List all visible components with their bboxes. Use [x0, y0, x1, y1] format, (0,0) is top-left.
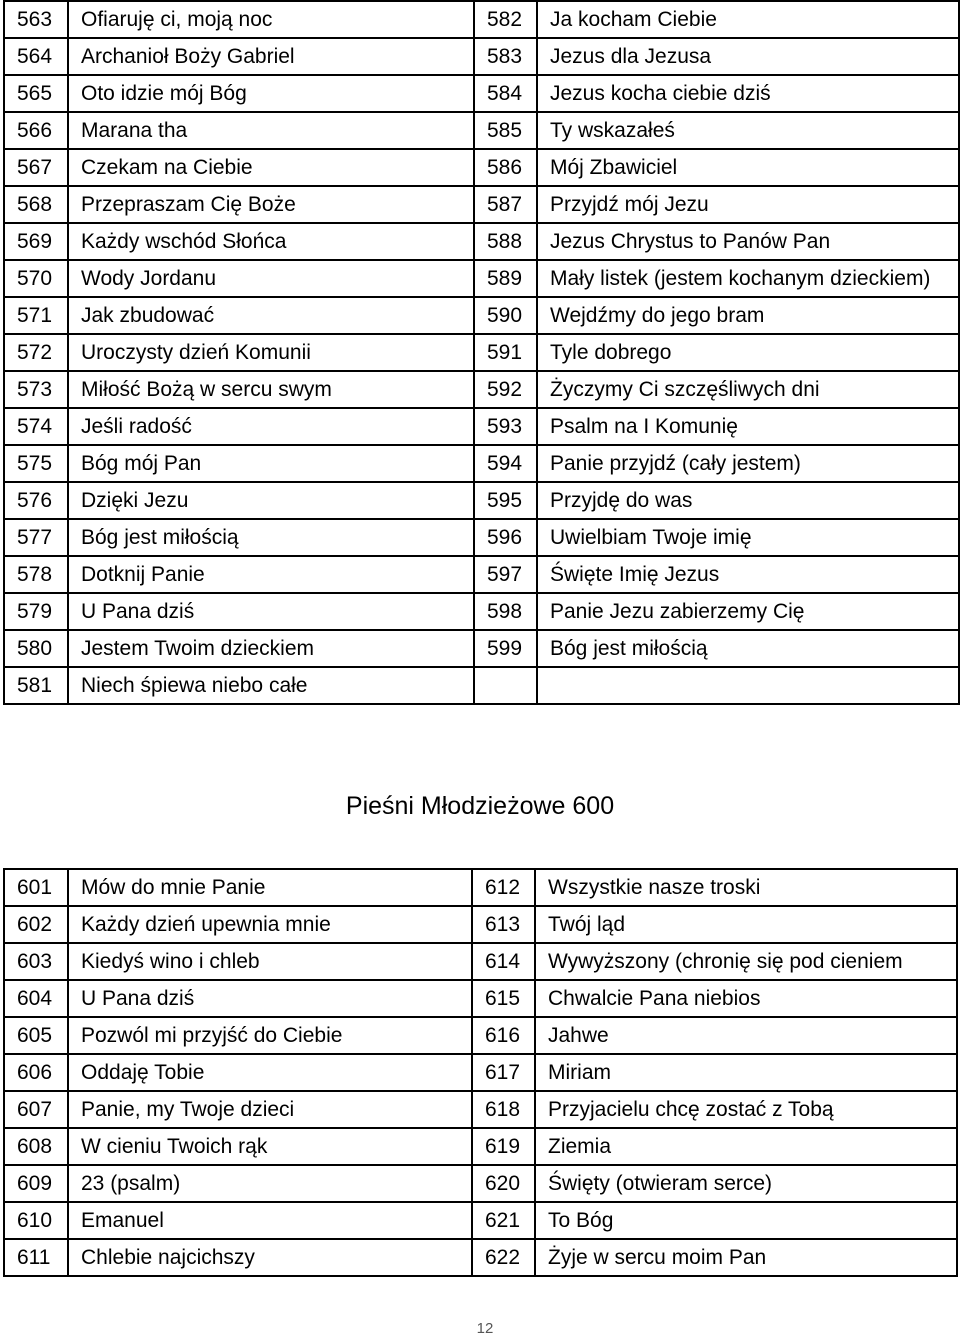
song-number: 604 [4, 980, 68, 1017]
song-number: 595 [474, 482, 537, 519]
song-number: 593 [474, 408, 537, 445]
song-title: Przepraszam Cię Boże [68, 186, 474, 223]
song-title: Mały listek (jestem kochanym dzieckiem) [537, 260, 959, 297]
table-row [4, 943, 957, 980]
song-number: 582 [474, 1, 537, 38]
song-title: Święte Imię Jezus [537, 556, 959, 593]
table-row [4, 445, 959, 482]
song-title: Bóg jest miłością [537, 630, 959, 667]
table-row [4, 297, 959, 334]
song-title: Jestem Twoim dzieckiem [68, 630, 474, 667]
song-table-600s [3, 868, 958, 1277]
song-number: 573 [4, 371, 68, 408]
song-number: 618 [472, 1091, 535, 1128]
song-title: U Pana dziś [68, 980, 472, 1017]
song-number: 591 [474, 334, 537, 371]
song-number: 612 [472, 869, 535, 906]
section-title: Pieśni Młodzieżowe 600 [345, 792, 615, 820]
song-number: 592 [474, 371, 537, 408]
table-row [4, 371, 959, 408]
song-title: To Bóg [535, 1202, 957, 1239]
table-row [4, 519, 959, 556]
song-title: Oddaję Tobie [68, 1054, 472, 1091]
table-row [4, 906, 957, 943]
song-title: Miriam [535, 1054, 957, 1091]
song-title: Panie Jezu zabierzemy Cię [537, 593, 959, 630]
song-number: 619 [472, 1128, 535, 1165]
song-table-500s [3, 0, 960, 705]
song-title: Przyjdę do was [537, 482, 959, 519]
song-title: Każdy dzień upewnia mnie [68, 906, 472, 943]
song-number: 572 [4, 334, 68, 371]
table-row [4, 112, 959, 149]
song-number: 622 [472, 1239, 535, 1276]
song-title: Wody Jordanu [68, 260, 474, 297]
song-number: 614 [472, 943, 535, 980]
table-row [4, 1239, 957, 1276]
song-title [537, 667, 959, 704]
song-title: Oto idzie mój Bóg [68, 75, 474, 112]
song-title: Jeśli radość [68, 408, 474, 445]
song-title: Mój Zbawiciel [537, 149, 959, 186]
song-number: 583 [474, 38, 537, 75]
song-number: 594 [474, 445, 537, 482]
table-row [4, 980, 957, 1017]
song-title: Bóg jest miłością [68, 519, 474, 556]
song-number: 596 [474, 519, 537, 556]
song-number: 621 [472, 1202, 535, 1239]
song-number: 579 [4, 593, 68, 630]
song-number: 605 [4, 1017, 68, 1054]
table-row [4, 593, 959, 630]
song-number: 607 [4, 1091, 68, 1128]
song-number: 574 [4, 408, 68, 445]
song-title: Wszystkie nasze troski [535, 869, 957, 906]
song-title: Chwalcie Pana niebios [535, 980, 957, 1017]
song-number: 587 [474, 186, 537, 223]
song-title: Jezus Chrystus to Panów Pan [537, 223, 959, 260]
song-title: Kiedyś wino i chleb [68, 943, 472, 980]
song-title: Dzięki Jezu [68, 482, 474, 519]
table-row [4, 482, 959, 519]
song-title: Bóg mój Pan [68, 445, 474, 482]
table-row [4, 667, 959, 704]
table-row [4, 630, 959, 667]
song-title: Uroczysty dzień Komunii [68, 334, 474, 371]
song-number: 609 [4, 1165, 68, 1202]
song-title: Twój ląd [535, 906, 957, 943]
song-number: 613 [472, 906, 535, 943]
song-number: 601 [4, 869, 68, 906]
song-number: 570 [4, 260, 68, 297]
song-title: Święty (otwieram serce) [535, 1165, 957, 1202]
table-row [4, 149, 959, 186]
song-title: Przyjdź mój Jezu [537, 186, 959, 223]
table-row [4, 186, 959, 223]
song-number: 585 [474, 112, 537, 149]
song-number: 577 [4, 519, 68, 556]
song-number: 571 [4, 297, 68, 334]
table-row [4, 223, 959, 260]
table-row [4, 1202, 957, 1239]
song-title: Chlebie najcichszy [68, 1239, 472, 1276]
song-number: 567 [4, 149, 68, 186]
song-number: 584 [474, 75, 537, 112]
song-title: Jezus kocha ciebie dziś [537, 75, 959, 112]
table-row [4, 1128, 957, 1165]
song-number: 581 [4, 667, 68, 704]
song-number: 568 [4, 186, 68, 223]
song-number: 565 [4, 75, 68, 112]
song-number: 589 [474, 260, 537, 297]
song-title: 23 (psalm) [68, 1165, 472, 1202]
song-title: Ziemia [535, 1128, 957, 1165]
song-title: Archanioł Boży Gabriel [68, 38, 474, 75]
song-number: 588 [474, 223, 537, 260]
table-row [4, 408, 959, 445]
song-title: Wejdźmy do jego bram [537, 297, 959, 334]
table-row [4, 556, 959, 593]
song-title: Uwielbiam Twoje imię [537, 519, 959, 556]
song-number [474, 667, 537, 704]
song-title: Dotknij Panie [68, 556, 474, 593]
song-number: 610 [4, 1202, 68, 1239]
table-row [4, 1054, 957, 1091]
song-title: Każdy wschód Słońca [68, 223, 474, 260]
song-number: 578 [4, 556, 68, 593]
table-row [4, 1017, 957, 1054]
song-title: U Pana dziś [68, 593, 474, 630]
table-row [4, 1091, 957, 1128]
song-title: Czekam na Ciebie [68, 149, 474, 186]
song-number: 576 [4, 482, 68, 519]
song-title: Żyje w sercu moim Pan [535, 1239, 957, 1276]
table-row [4, 1165, 957, 1202]
song-title: Ja kocham Ciebie [537, 1, 959, 38]
song-number: 569 [4, 223, 68, 260]
song-title: Tyle dobrego [537, 334, 959, 371]
song-number: 580 [4, 630, 68, 667]
song-title: Jak zbudować [68, 297, 474, 334]
table-row [4, 38, 959, 75]
song-title: Pozwól mi przyjść do Ciebie [68, 1017, 472, 1054]
song-number: 617 [472, 1054, 535, 1091]
song-number: 566 [4, 112, 68, 149]
table-row [4, 1, 959, 38]
song-title: W cieniu Twoich rąk [68, 1128, 472, 1165]
song-title: Wywyższony (chronię się pod cieniem [535, 943, 957, 980]
page-number: 12 [476, 1320, 494, 1337]
song-number: 606 [4, 1054, 68, 1091]
song-title: Życzymy Ci szczęśliwych dni [537, 371, 959, 408]
song-number: 563 [4, 1, 68, 38]
song-number: 603 [4, 943, 68, 980]
song-title: Psalm na I Komunię [537, 408, 959, 445]
song-title: Jahwe [535, 1017, 957, 1054]
song-number: 598 [474, 593, 537, 630]
song-title: Emanuel [68, 1202, 472, 1239]
table-row [4, 869, 957, 906]
song-title: Mów do mnie Panie [68, 869, 472, 906]
song-number: 620 [472, 1165, 535, 1202]
song-title: Ty wskazałeś [537, 112, 959, 149]
song-number: 597 [474, 556, 537, 593]
song-number: 602 [4, 906, 68, 943]
table-row [4, 75, 959, 112]
song-number: 611 [4, 1239, 68, 1276]
table-row [4, 334, 959, 371]
song-number: 616 [472, 1017, 535, 1054]
song-title: Ofiaruję ci, moją noc [68, 1, 474, 38]
song-number: 586 [474, 149, 537, 186]
song-title: Miłość Bożą w sercu swym [68, 371, 474, 408]
song-title: Panie, my Twoje dzieci [68, 1091, 472, 1128]
song-number: 590 [474, 297, 537, 334]
song-number: 575 [4, 445, 68, 482]
song-title: Niech śpiewa niebo całe [68, 667, 474, 704]
song-number: 608 [4, 1128, 68, 1165]
song-title: Marana tha [68, 112, 474, 149]
table-row [4, 260, 959, 297]
song-number: 564 [4, 38, 68, 75]
song-title: Jezus dla Jezusa [537, 38, 959, 75]
song-title: Przyjacielu chcę zostać z Tobą [535, 1091, 957, 1128]
song-number: 599 [474, 630, 537, 667]
song-title: Panie przyjdź (cały jestem) [537, 445, 959, 482]
song-number: 615 [472, 980, 535, 1017]
